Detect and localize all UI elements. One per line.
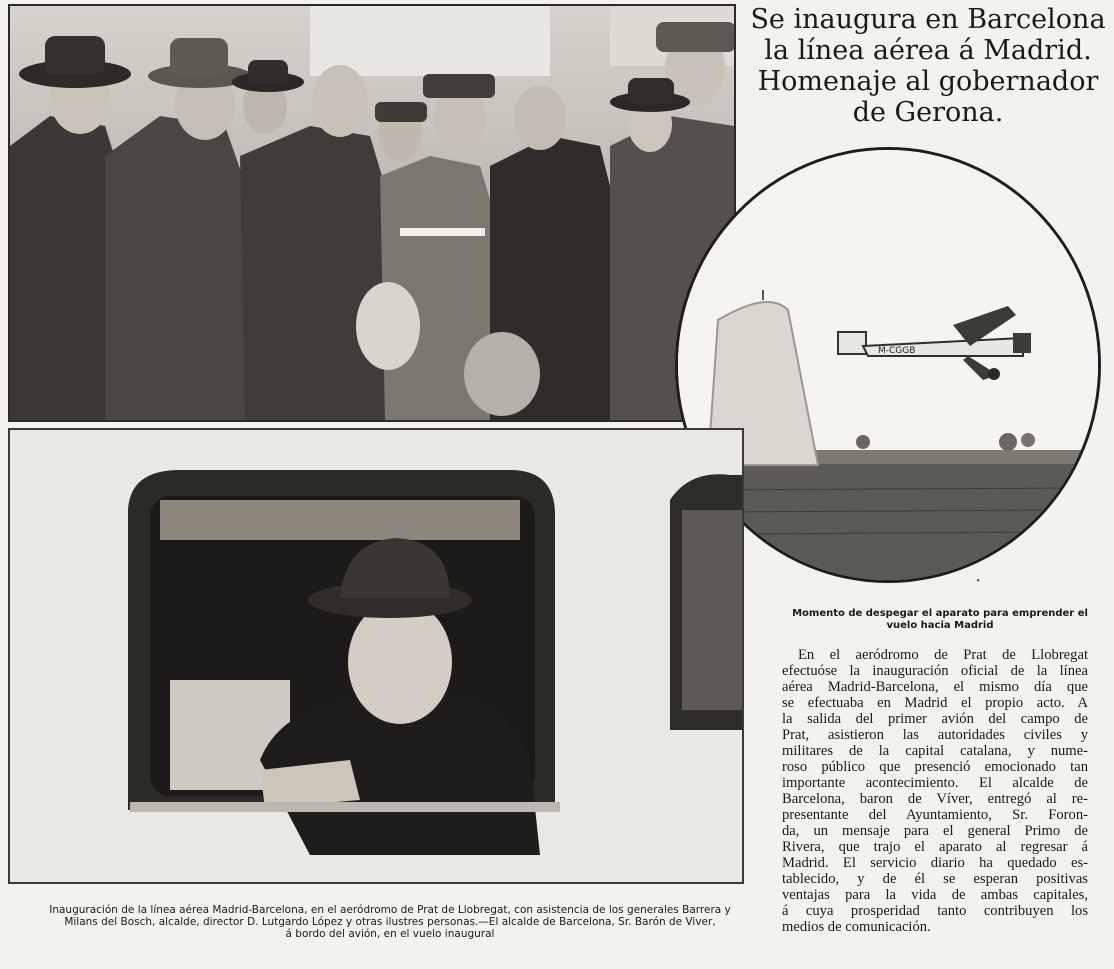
caption-inauguration <box>18 904 762 940</box>
headline-line-4: de Gerona. <box>852 97 1004 128</box>
article-line: roso público que presenció emocionado tan <box>782 759 1088 775</box>
article-line: medios de comunicación. <box>782 919 931 935</box>
article-line: Prat, asistieron las autoridades civiles y <box>782 727 1088 743</box>
article-line: En el aeródromo de Prat de Llobregat <box>798 647 1088 663</box>
article-line: importante acontecimiento. El alcalde de <box>782 775 1088 791</box>
headline-line-2: la línea aérea á Madrid. <box>764 35 1092 66</box>
headline <box>748 4 1108 128</box>
headline-line-1: Se inaugura en Barcelona <box>750 4 1106 35</box>
article-line: Rivera, que trajo el aparato al regresar á <box>782 839 1088 855</box>
photo-group-officials <box>8 4 736 422</box>
caption-airplane <box>772 608 1108 632</box>
article-body <box>782 647 1088 935</box>
print-speck: · <box>975 568 982 592</box>
caption-inauguration-line-2: Milans del Bosch, alcalde, director D. Lutgardo López y otras ilustres personas.—El alcalde de Barcelona, Sr. Barón de Viver, <box>64 916 716 928</box>
article-line: á cuya prosperidad tanto contribuyen los <box>782 903 1088 919</box>
caption-airplane-line-1: Momento de despegar el aparato para emprender el <box>792 608 1088 619</box>
article-line: la salida del primer avión del campo de <box>782 711 1088 727</box>
caption-inauguration-line-3: á bordo del avión, en el vuelo inaugural <box>285 928 495 940</box>
article-line: da, un mensaje para el general Primo de <box>782 823 1088 839</box>
headline-line-3: Homenaje al gobernador <box>757 66 1099 97</box>
article-line: Barcelona, baron de Víver, entregó al re- <box>782 791 1088 807</box>
article-line: Madrid. El servicio diario ha quedado es- <box>782 855 1088 871</box>
article-line: ventajas para la vida de ambas capitales, <box>782 887 1088 903</box>
article-line: militares de la capital catalana, y nume- <box>782 743 1088 759</box>
caption-airplane-line-2: vuelo hacia Madrid <box>886 620 994 631</box>
photo-mayor-in-plane-image <box>10 430 742 882</box>
article-line: se efectuaba en Madrid el propio acto. A <box>782 695 1088 711</box>
airplane-registration: M-CGGB <box>878 346 916 356</box>
article-line: tablecido, y de él se esperan positivas <box>782 871 1088 887</box>
article-line: efectuóse la inauguración oficial de la línea <box>782 663 1088 679</box>
photo-mayor-in-plane <box>8 428 744 884</box>
article-line: aérea Madrid-Barcelona, el mismo día que <box>782 679 1088 695</box>
photo-group-officials-image <box>10 6 734 420</box>
caption-inauguration-line-1: Inauguración de la línea aérea Madrid-Barcelona, en el aeródromo de Prat de Llobregat, con asistencia de los generales Barrera y <box>49 904 731 916</box>
article-line: presentante del Ayuntamiento, Sr. Foron- <box>782 807 1088 823</box>
